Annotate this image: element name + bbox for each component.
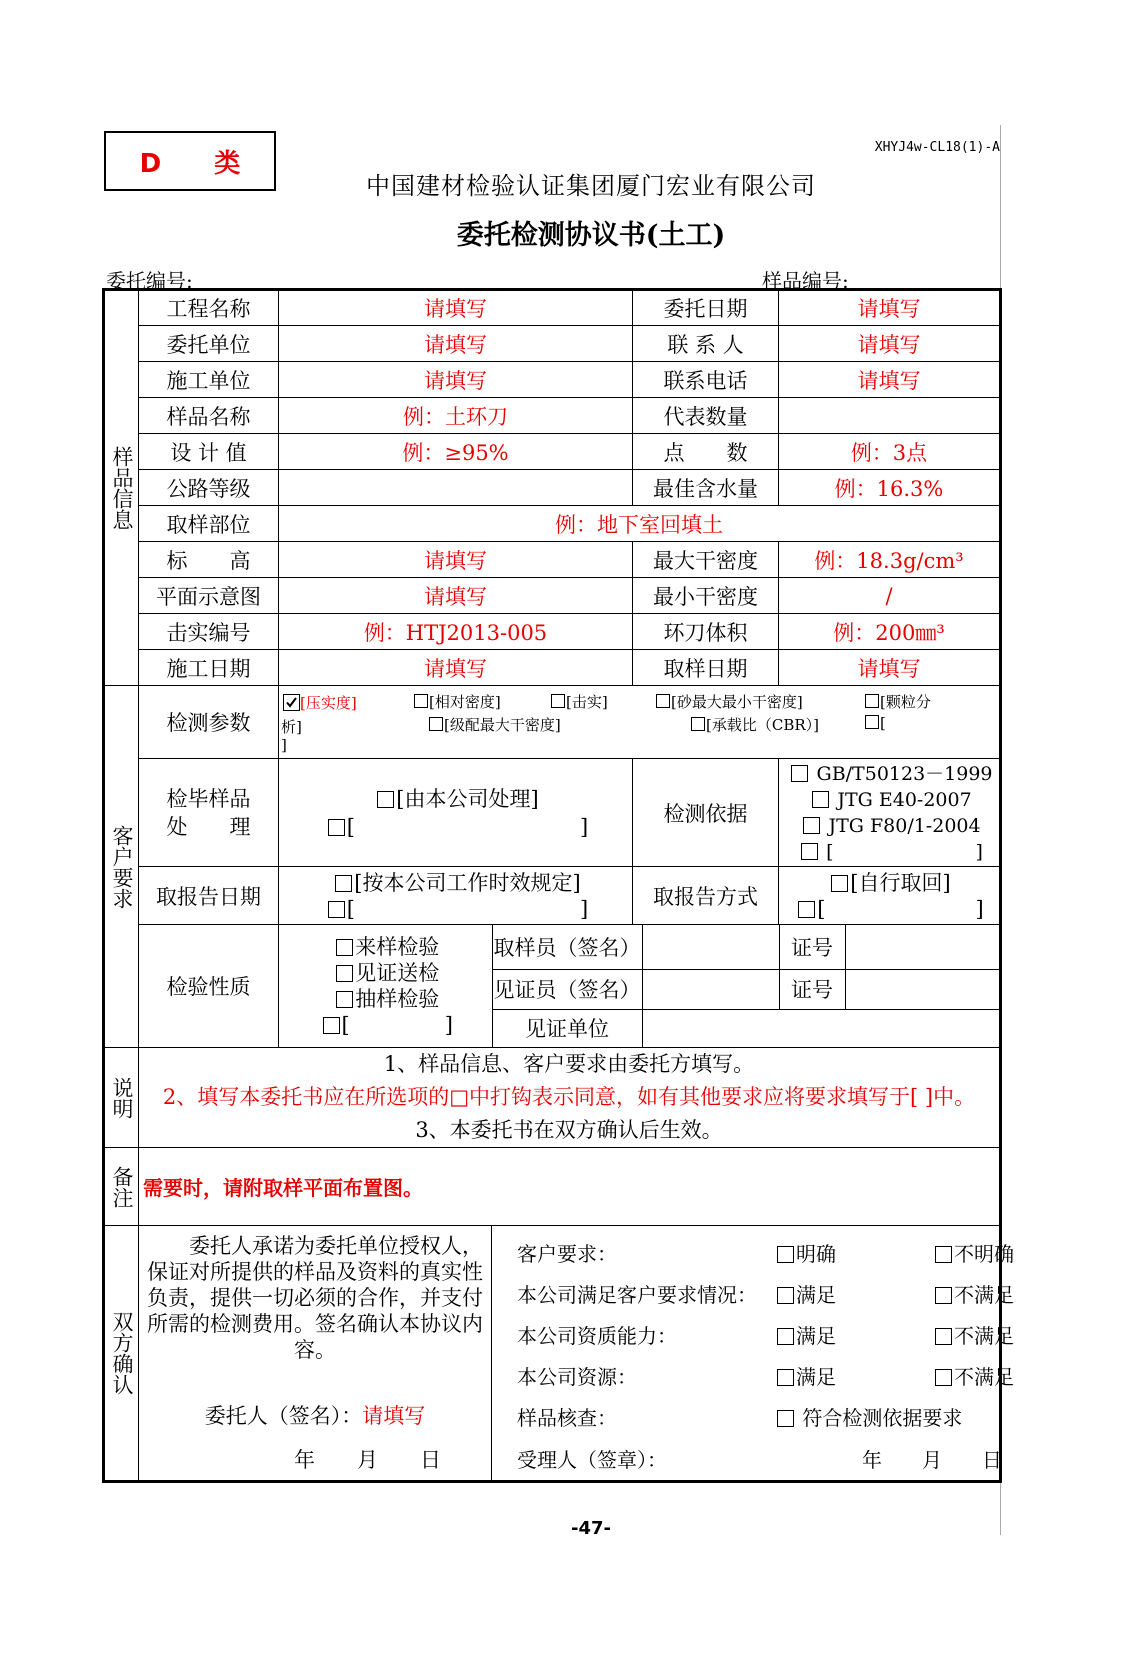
table-row [104, 1048, 1001, 1148]
contact-phone-label: 联系电话 [633, 362, 779, 398]
checkbox-icon [656, 694, 670, 708]
checkbox-icon [777, 1287, 794, 1304]
checkbox-icon [803, 817, 820, 834]
plan-sketch-field[interactable]: 请填写 [279, 578, 633, 614]
representative-quantity-field[interactable] [779, 398, 1001, 434]
notes-cell [139, 1048, 1001, 1148]
sampling-location-label: 取样部位 [139, 506, 279, 542]
nature-random-sampling[interactable]: 抽样检验 [284, 986, 492, 1012]
basis-jtg-e40[interactable]: JTG E40-2007 [785, 787, 999, 813]
witness-cert-label: 证号 [779, 969, 845, 1009]
param-grade-density[interactable]: [级配最大干密度] [429, 714, 561, 735]
table-row [104, 1226, 1001, 1482]
compaction-number-field[interactable]: 例：HTJ2013-005 [279, 614, 633, 650]
section-notes: 说明 [104, 1048, 139, 1148]
report-date-label: 取报告日期 [139, 867, 279, 925]
checkbox-icon [335, 875, 352, 892]
document-code: XHYJ4w-CL18(1)-A [874, 140, 1000, 155]
test-params-cell [279, 686, 1001, 759]
param-other-close: ] [281, 736, 287, 754]
inspection-nature-label: 检验性质 [139, 925, 279, 1048]
disposal-by-company-option[interactable]: [由本公司处理] [284, 785, 632, 813]
checkbox-icon [429, 717, 443, 731]
optimum-moisture-label: 最佳含水量 [633, 470, 779, 506]
checkbox-icon [791, 765, 808, 782]
project-name-field[interactable]: 请填写 [279, 290, 633, 326]
sample-name-label: 样品名称 [139, 398, 279, 434]
table-row [104, 867, 1001, 925]
table-row [104, 470, 1001, 506]
section-confirmation: 双方确认 [104, 1226, 139, 1482]
inspection-nature-cell [279, 925, 1001, 1048]
sampler-signature-field[interactable] [642, 925, 779, 969]
option-unclear[interactable]: 不明确 [935, 1238, 1014, 1267]
road-grade-label: 公路等级 [139, 470, 279, 506]
report-method-other-option[interactable]: [ ] [783, 896, 999, 922]
param-other[interactable]: [ [865, 714, 886, 732]
note-1: 1、样品信息、客户要求由委托方填写。 [383, 1052, 755, 1076]
construction-unit-label: 施工单位 [139, 362, 279, 398]
option-not-satisfied[interactable]: 不满足 [935, 1320, 1014, 1349]
contact-phone-field[interactable]: 请填写 [779, 362, 1001, 398]
table-row [104, 326, 1001, 362]
checkbox-icon [935, 1287, 952, 1304]
checkbox-icon [691, 717, 705, 731]
witness-unit-label: 见证单位 [492, 1009, 642, 1047]
param-compaction-test[interactable]: [击实] [551, 691, 608, 712]
review-row-receiver [517, 1444, 1027, 1484]
client-signature[interactable]: 委托人（签名）：请填写 [204, 1404, 426, 1428]
representative-quantity-label: 代表数量 [633, 398, 779, 434]
sampling-date-field[interactable]: 请填写 [779, 650, 1001, 686]
table-row [104, 542, 1001, 578]
table-row [104, 578, 1001, 614]
sampling-date-label: 取样日期 [633, 650, 779, 686]
sample-number-label: 样品编号: [762, 269, 849, 293]
client-unit-label: 委托单位 [139, 326, 279, 362]
table-row [104, 925, 1001, 1048]
construction-date-label: 施工日期 [139, 650, 279, 686]
table-row [104, 434, 1001, 470]
entrust-number-label: 委托编号: [106, 269, 193, 293]
company-name: 中国建材检验认证集团厦门宏业有限公司 [366, 172, 816, 200]
sample-disposal-label: 检毕样品 处 理 [139, 759, 279, 867]
receiver-sign-date: 年 月 日 [862, 1448, 1002, 1472]
inspection-nature-options [279, 925, 492, 1047]
param-particle-analysis-cont: 析] [281, 718, 302, 736]
agreement-form [102, 288, 1014, 1483]
contact-person-label: 联 系 人 [633, 326, 779, 362]
page-title: 委托检测协议书(土工) [456, 220, 726, 251]
table-row [104, 650, 1001, 686]
section-remarks: 备注 [104, 1148, 139, 1226]
checkbox-icon [777, 1369, 794, 1386]
checkbox-icon [328, 901, 345, 918]
option-clear[interactable]: 明确 [777, 1238, 836, 1267]
checkbox-icon [377, 791, 394, 808]
option-satisfied[interactable]: 满足 [777, 1279, 836, 1308]
design-value-label: 设 计 值 [139, 434, 279, 470]
sampler-cert-label: 证号 [779, 925, 845, 969]
test-basis-options [779, 759, 1001, 867]
contact-person-field[interactable]: 请填写 [779, 326, 1001, 362]
report-self-pickup-option[interactable]: [自行取回] [783, 870, 999, 896]
elevation-label: 标 高 [139, 542, 279, 578]
road-grade-field[interactable] [279, 470, 633, 506]
checkbox-icon [551, 694, 565, 708]
points-field[interactable]: 例：3点 [779, 434, 1001, 470]
basis-other[interactable]: [ ] [785, 839, 999, 865]
section-client-requirements: 客户要求 [104, 686, 139, 1048]
checkbox-icon [935, 1328, 952, 1345]
test-basis-label: 检测依据 [633, 759, 779, 867]
param-sand-density[interactable]: [砂最大最小干密度] [656, 691, 803, 712]
checkbox-icon [414, 694, 428, 708]
checkbox-icon [865, 694, 879, 708]
company-review-cell [492, 1226, 1014, 1482]
entrust-date-field[interactable]: 请填写 [779, 290, 1001, 326]
checkbox-icon [323, 1017, 340, 1034]
note-2: 2、填写本委托书应在所选项的□中打钩表示同意，如有其他要求应将要求填写于[ ]中。 [162, 1085, 976, 1109]
table-row [104, 506, 1001, 542]
review-row-qualification: 本公司资质能力： 满足 不满足 [517, 1320, 1027, 1361]
witness-cert-field[interactable] [845, 969, 999, 1009]
sample-name-field[interactable]: 例：土环刀 [279, 398, 633, 434]
checkbox-icon [336, 939, 353, 956]
nature-witness-submission[interactable]: 见证送检 [284, 960, 492, 986]
section-sample-info: 样品信息 [104, 290, 139, 686]
param-relative-density[interactable]: [相对密度] [414, 691, 501, 712]
table-row [104, 290, 1001, 326]
optimum-moisture-field[interactable]: 例：16.3% [779, 470, 1001, 506]
review-row-meet-requirement: 本公司满足客户要求情况： 满足 不满足 [517, 1279, 1027, 1320]
remarks-text: 需要时，请附取样平面布置图。 [139, 1148, 1001, 1226]
checkbox-icon [935, 1246, 952, 1263]
param-cbr[interactable]: [承载比（CBR）] [691, 714, 819, 735]
points-label: 点 数 [633, 434, 779, 470]
option-not-satisfied[interactable]: 不满足 [935, 1361, 1014, 1390]
param-compaction-degree[interactable]: [压实度] [283, 692, 357, 713]
review-row-sample-check: 样品核查： 符合检测依据要求 [517, 1402, 1027, 1444]
max-dry-density-label: 最大干密度 [633, 542, 779, 578]
witness-unit-field[interactable] [642, 1009, 999, 1047]
table-row [104, 614, 1001, 650]
checkbox-icon [935, 1369, 952, 1386]
sampler-signature-label: 取样员（签名） [492, 925, 642, 969]
entrust-date-label: 委托日期 [633, 290, 779, 326]
checkbox-icon [865, 715, 879, 729]
client-pledge-cell [139, 1226, 492, 1482]
note-3: 3、本委托书在双方确认后生效。 [415, 1118, 723, 1142]
table-row [104, 686, 1001, 759]
checkbox-icon [812, 791, 829, 808]
checkbox-icon [777, 1246, 794, 1263]
page-number: -47- [571, 1518, 611, 1539]
checkbox-icon [831, 875, 848, 892]
checkbox-icon [336, 965, 353, 982]
checkbox-icon [328, 819, 345, 836]
report-date-standard-option[interactable]: [按本公司工作时效规定] [284, 870, 632, 896]
report-method-label: 取报告方式 [633, 867, 779, 925]
ring-volume-field[interactable]: 例：200㎜³ [779, 614, 1001, 650]
sampler-cert-field[interactable] [845, 925, 999, 969]
sampling-location-field[interactable]: 例：地下室回填土 [279, 506, 1001, 542]
design-value-field[interactable]: 例：≥95% [279, 434, 633, 470]
report-method-options [779, 867, 1001, 925]
param-particle-analysis[interactable]: [颗粒分 [865, 691, 931, 712]
plan-sketch-label: 平面示意图 [139, 578, 279, 614]
table-row [104, 362, 1001, 398]
project-name-label: 工程名称 [139, 290, 279, 326]
review-row-resources: 本公司资源： 满足 不满足 [517, 1361, 1027, 1402]
disposal-other-option[interactable]: [ ] [284, 813, 632, 841]
checkbox-icon [801, 843, 818, 860]
witness-signature-label: 见证员（签名） [492, 969, 642, 1009]
client-pledge-text: 委托人承诺为委托单位授权人，保证对所提供的样品及资料的真实性负责，提供一切必须的合作，并支付所需的检测费用。签名确认本协议内容。 [147, 1234, 483, 1362]
class-label: D 类 [139, 148, 263, 179]
table-row [104, 1148, 1001, 1226]
sample-disposal-options [279, 759, 633, 867]
report-date-other-option[interactable]: [ ] [284, 896, 632, 922]
basis-jtg-f80[interactable]: JTG F80/1-2004 [785, 813, 999, 839]
min-dry-density-label: 最小干密度 [633, 578, 779, 614]
option-satisfied[interactable]: 满足 [777, 1320, 836, 1349]
table-row [104, 759, 1001, 867]
construction-unit-field[interactable]: 请填写 [279, 362, 633, 398]
checkbox-icon [777, 1328, 794, 1345]
client-sign-date: 年 月 日 [294, 1448, 441, 1472]
checkbox-icon [798, 901, 815, 918]
ring-volume-label: 环刀体积 [633, 614, 779, 650]
compaction-number-label: 击实编号 [139, 614, 279, 650]
table-row [104, 398, 1001, 434]
review-row-client-requirement: 客户要求： 明确 不明确 [517, 1238, 1027, 1279]
option-not-satisfied[interactable]: 不满足 [935, 1279, 1014, 1308]
option-satisfied[interactable]: 满足 [777, 1361, 836, 1390]
checkbox-icon [336, 991, 353, 1008]
client-unit-field[interactable]: 请填写 [279, 326, 633, 362]
nature-sample-submission[interactable]: 来样检验 [284, 934, 492, 960]
witness-signature-field[interactable] [642, 969, 779, 1009]
elevation-field[interactable]: 请填写 [279, 542, 633, 578]
checkbox-icon [777, 1410, 794, 1427]
checked-box-icon [283, 694, 300, 711]
max-dry-density-field[interactable]: 例：18.3g/cm³ [779, 542, 1001, 578]
basis-gb50123[interactable]: GB/T50123－1999 [785, 761, 999, 787]
receiver-signature-label: 受理人（签章）： [517, 1448, 667, 1472]
nature-other[interactable]: [ ] [284, 1012, 492, 1038]
option-meets-basis[interactable]: 符合检测依据要求 [777, 1402, 962, 1431]
construction-date-field[interactable]: 请填写 [279, 650, 633, 686]
test-params-label: 检测参数 [139, 686, 279, 759]
min-dry-density-field[interactable]: / [779, 578, 1001, 614]
report-date-options [279, 867, 633, 925]
